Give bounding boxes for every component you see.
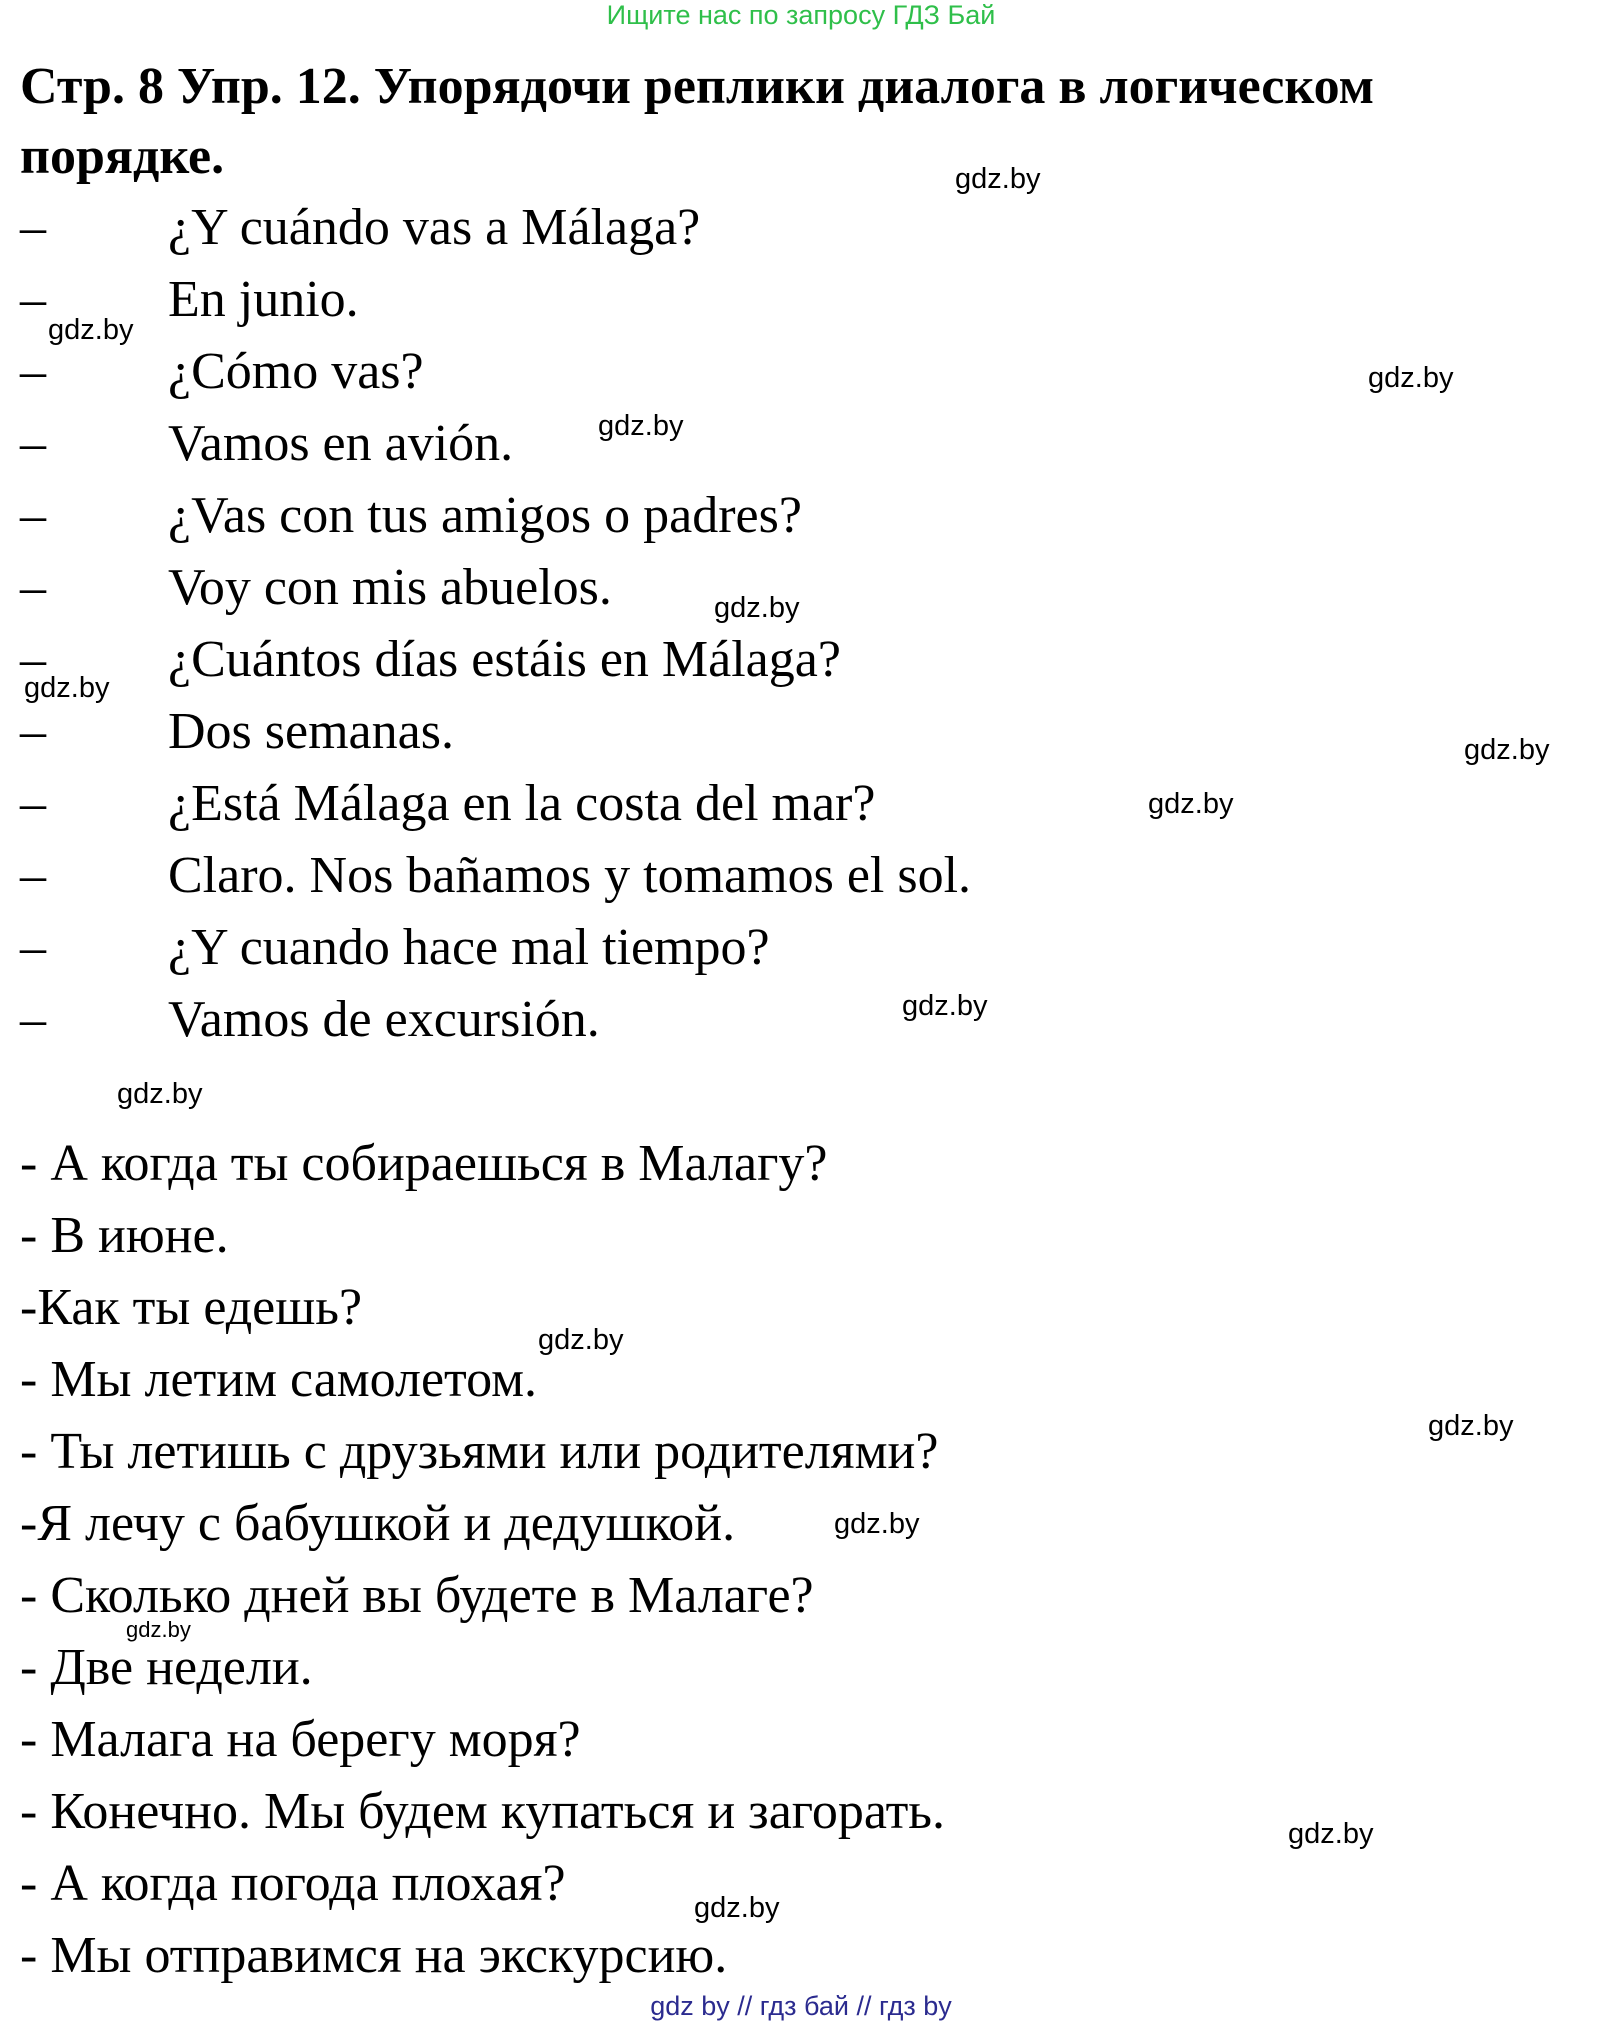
spanish-line-text: Voy con mis abuelos.	[168, 559, 612, 616]
watermark: gdz.by	[714, 592, 800, 624]
dash: –	[20, 559, 46, 616]
watermark: gdz.by	[834, 1508, 920, 1540]
spanish-line	[20, 774, 875, 834]
spanish-line	[20, 846, 971, 906]
spanish-line-text: ¿Y cuando hace mal tiempo?	[168, 919, 770, 976]
page-title: Стр. 8 Упр. 12. Упорядочи реплики диалога в логическом порядке.	[20, 58, 1375, 185]
spanish-line-text: En junio.	[168, 271, 359, 328]
spanish-line-text: ¿Cómo vas?	[168, 343, 424, 400]
spanish-line-text: Vamos en avión.	[168, 415, 514, 472]
spanish-line	[20, 702, 454, 762]
spanish-line	[20, 414, 513, 474]
dash: –	[20, 631, 46, 688]
russian-line: - Две недели.	[20, 1639, 313, 1696]
watermark: gdz.by	[538, 1324, 624, 1356]
footer-watermark: gdz by // гдз бай // гдз by	[650, 1991, 952, 2021]
spanish-line	[20, 486, 802, 546]
watermark: gdz.by	[598, 410, 684, 442]
dash: –	[20, 775, 46, 832]
dash: –	[20, 703, 46, 760]
dash: –	[20, 847, 46, 904]
russian-line: - Сколько дней вы будете в Малаге?	[20, 1567, 814, 1624]
watermark: gdz.by	[24, 672, 110, 704]
watermark: gdz.by	[1148, 788, 1234, 820]
watermark: gdz.by	[1288, 1818, 1374, 1850]
russian-line: -Как ты едешь?	[20, 1279, 363, 1336]
russian-line: - Мы летим самолетом.	[20, 1351, 537, 1408]
spanish-line-text: ¿Y cuándo vas a Málaga?	[168, 199, 701, 256]
watermark: gdz.by	[1428, 1410, 1514, 1442]
spanish-line	[20, 918, 770, 978]
spanish-line	[20, 990, 600, 1050]
watermark: gdz.by	[48, 314, 134, 346]
spanish-line-text: Claro. Nos bañamos y tomamos el sol.	[168, 847, 972, 904]
watermark: gdz.by	[955, 163, 1041, 195]
russian-line: - Конечно. Мы будем купаться и загорать.	[20, 1783, 946, 1840]
dash: –	[20, 343, 46, 400]
spanish-line	[20, 630, 841, 690]
top-banner: Ищите нас по запросу ГДЗ Бай	[606, 0, 996, 30]
spanish-line-text: Dos semanas.	[168, 703, 454, 760]
russian-line: - Ты летишь с друзьями или родителями?	[20, 1423, 939, 1480]
spanish-line-text: Vamos de excursión.	[168, 991, 600, 1048]
dash: –	[20, 271, 46, 328]
spanish-line-text: ¿Vas con tus amigos o padres?	[168, 487, 802, 544]
spanish-line	[20, 558, 612, 618]
watermark: gdz.by	[1464, 734, 1550, 766]
spanish-line-text: ¿Está Málaga en la costa del mar?	[168, 775, 876, 832]
russian-line: - А когда погода плохая?	[20, 1855, 566, 1912]
spanish-line-text: ¿Cuántos días estáis en Málaga?	[168, 631, 841, 688]
spanish-line	[20, 342, 424, 402]
watermark: gdz.by	[126, 1617, 191, 1642]
russian-line: - В июне.	[20, 1207, 229, 1264]
dash: –	[20, 487, 46, 544]
dash: –	[20, 919, 46, 976]
dash: –	[20, 415, 46, 472]
watermark: gdz.by	[902, 990, 988, 1022]
spanish-line	[20, 198, 700, 258]
watermark: gdz.by	[1368, 362, 1454, 394]
russian-line: - А когда ты собираешься в Малагу?	[20, 1135, 828, 1192]
dash: –	[20, 991, 46, 1048]
watermark: gdz.by	[117, 1078, 203, 1110]
russian-line: - Мы отправимся на экскурсию.	[20, 1927, 728, 1984]
dash: –	[20, 199, 46, 256]
russian-line: -Я лечу с бабушкой и дедушкой.	[20, 1495, 736, 1552]
watermark: gdz.by	[694, 1892, 780, 1924]
russian-line: - Малага на берегу моря?	[20, 1711, 581, 1768]
